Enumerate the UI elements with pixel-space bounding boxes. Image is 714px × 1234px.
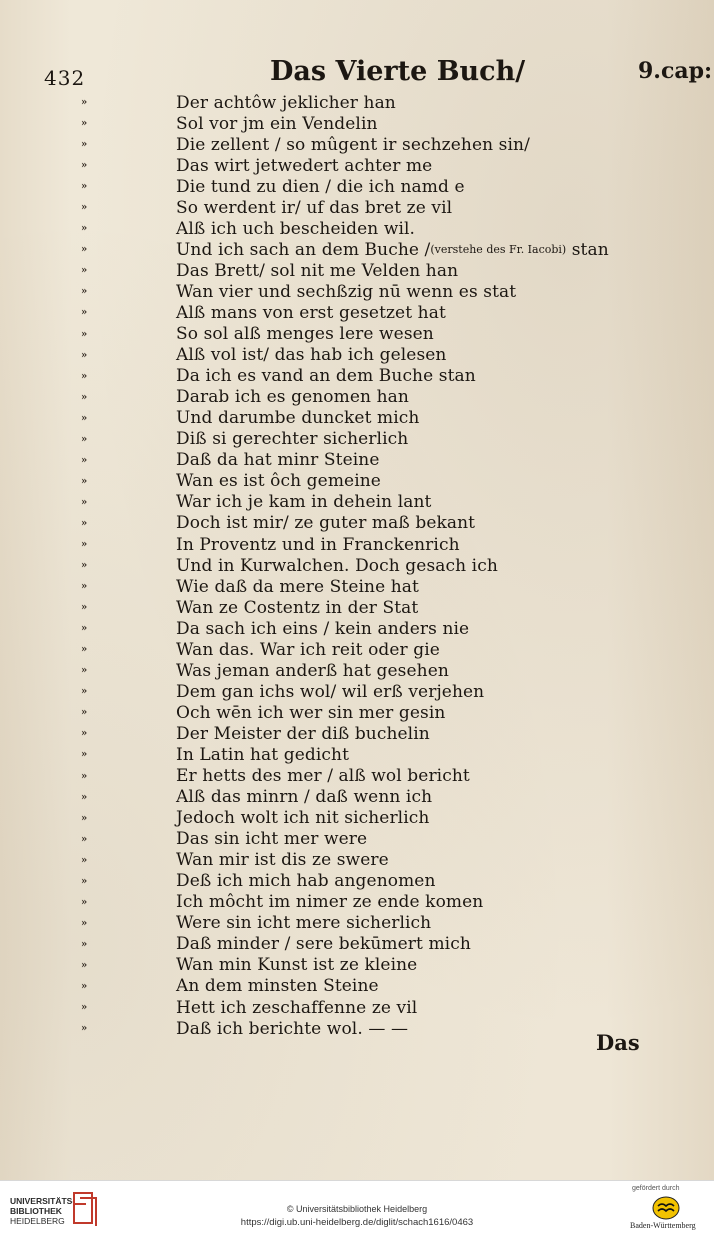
quotation-mark: » <box>81 139 88 151</box>
verse-line <box>76 429 696 450</box>
verse-line <box>76 808 696 829</box>
verse-line <box>76 871 696 892</box>
quotation-mark: » <box>81 160 88 172</box>
quotation-mark: » <box>81 539 88 550</box>
verse-line <box>76 555 696 576</box>
verse-line <box>76 913 696 934</box>
verse-line <box>76 239 696 260</box>
verse-text: Daß da hat minr Steine <box>176 450 380 471</box>
verse-line <box>76 850 696 871</box>
verse-text: Wan min Kunst ist ze kleine <box>176 955 418 976</box>
verse-text: Darab ich es genomen han <box>176 387 409 408</box>
verse-annotation: (verstehe des Fr. Iacobi) <box>430 243 567 257</box>
verse-text: Und darumbe duncket mich <box>176 408 420 429</box>
library-name-line: BIBLIOTHEK <box>10 1206 62 1216</box>
quotation-mark: » <box>81 328 88 340</box>
verse-line <box>76 702 696 723</box>
verse-line <box>76 829 696 850</box>
verse-text: Wan das. War ich reit oder gie <box>176 639 440 660</box>
verse-text: Doch ist mir/ ze guter maß bekant <box>176 513 476 534</box>
verse-text: Jedoch wolt ich nit sicherlich <box>176 808 430 829</box>
verse-text: Das wirt jetwedert achter me <box>176 155 433 176</box>
quotation-mark: » <box>81 854 88 866</box>
quotation-mark: » <box>81 118 88 130</box>
quotation-mark: » <box>81 517 88 529</box>
verse-text: Och wēn ich wer sin mer gesin <box>176 702 446 723</box>
verse-text: Alß das minrn / daß wenn ich <box>176 787 433 808</box>
verse-line <box>76 345 696 366</box>
funded-by-label: gefördert durch <box>632 1185 680 1192</box>
verse-text: Were sin icht mere sicherlich <box>176 913 432 934</box>
quotation-mark: » <box>81 917 88 929</box>
verse-line <box>76 618 696 639</box>
verse-line <box>76 324 696 345</box>
quotation-mark: » <box>81 707 88 719</box>
chapter-label: 9.cap: <box>638 58 713 84</box>
quotation-mark: » <box>81 581 88 593</box>
quotation-mark: » <box>81 644 88 656</box>
quotation-mark: » <box>81 560 88 572</box>
verse-line <box>76 408 696 429</box>
verse-line <box>76 134 696 155</box>
verse-text: Diß si gerechter sicherlich <box>176 429 409 450</box>
quotation-mark: » <box>81 412 88 424</box>
verse-line <box>76 155 696 176</box>
verse-line <box>76 260 696 281</box>
verse-line <box>76 766 696 787</box>
verse-text: Alß mans von erst gesetzet hat <box>176 302 446 323</box>
quotation-mark: » <box>81 980 88 992</box>
verse-text: Die tund zu dien / die ich namd e <box>176 176 465 197</box>
quotation-mark: » <box>81 433 88 445</box>
verse-text: Wan mir ist dis ze swere <box>176 850 389 871</box>
library-name-line: UNIVERSITÄTS- <box>10 1196 76 1206</box>
quotation-mark: » <box>81 244 88 256</box>
verse-line <box>76 681 696 702</box>
verse-line <box>76 92 696 113</box>
verse-text: Und ich sach an dem Buche / <box>176 239 431 260</box>
verse-lines <box>76 92 696 1039</box>
quotation-mark: » <box>81 938 88 950</box>
verse-line <box>76 660 696 681</box>
verse-line <box>76 997 696 1018</box>
verse-text: Der achtôw jeklicher han <box>176 92 396 113</box>
verse-text: Wan vier und sechßzig nū wenn es stat <box>176 281 517 302</box>
verse-text: Wan es ist ôch gemeine <box>176 471 381 492</box>
verse-line <box>76 787 696 808</box>
verse-text: Dem gan ichs wol/ wil erß verjehen <box>176 681 485 702</box>
verse-text: Die zellent / so mûgent ir sechzehen sin/ <box>176 134 530 155</box>
verse-text: Da sach ich eins / kein anders nie <box>176 618 470 639</box>
quotation-mark: » <box>81 812 88 824</box>
quotation-mark: » <box>81 1002 88 1014</box>
verse-line <box>76 576 696 597</box>
state-coat-of-arms-icon <box>651 1196 681 1220</box>
verse-line <box>76 955 696 976</box>
verse-line <box>76 892 696 913</box>
catchword: Das <box>596 1030 640 1055</box>
verse-line <box>76 723 696 744</box>
verse-text-tail: stan <box>566 239 609 260</box>
verse-line <box>76 218 696 239</box>
verse-text: In Proventz und in Franckenrich <box>176 534 460 555</box>
verse-line <box>76 366 696 387</box>
quotation-mark: » <box>81 770 88 782</box>
verse-line <box>76 197 696 218</box>
verse-text: Alß vol ist/ das hab ich gelesen <box>176 345 447 366</box>
quotation-mark: » <box>81 896 88 908</box>
verse-line <box>76 302 696 323</box>
verse-text: Sol vor jm ein Vendelin <box>176 113 378 134</box>
verse-line <box>76 113 696 134</box>
verse-line <box>76 387 696 408</box>
verse-line <box>76 176 696 197</box>
verse-text: An dem minsten Steine <box>176 976 379 997</box>
quotation-mark: » <box>81 496 88 508</box>
quotation-mark: » <box>81 475 88 487</box>
verse-text: War ich je kam in dehein lant <box>176 492 432 513</box>
verse-line <box>76 534 696 555</box>
quotation-mark: » <box>81 391 88 403</box>
verse-line <box>76 513 696 534</box>
quotation-mark: » <box>81 454 88 466</box>
verse-text: Was jeman anderß hat gesehen <box>176 660 449 681</box>
permalink-url[interactable]: https://digi.ub.uni-heidelberg.de/diglit/schach1616/0463 <box>240 1217 474 1228</box>
quotation-mark: » <box>81 286 88 298</box>
verse-text: In Latin hat gedicht <box>176 744 349 765</box>
quotation-mark: » <box>81 791 88 803</box>
quotation-mark: » <box>81 181 88 193</box>
verse-line <box>76 744 696 765</box>
verse-line <box>76 639 696 660</box>
funder-name: Baden-Württemberg <box>630 1221 696 1230</box>
verse-text: Er hetts des mer / alß wol bericht <box>176 766 470 787</box>
quotation-mark: » <box>81 833 88 845</box>
quotation-mark: » <box>81 202 88 214</box>
verse-text: Daß minder / sere bekūmert mich <box>176 934 471 955</box>
verse-line <box>76 471 696 492</box>
quotation-mark: » <box>81 223 88 235</box>
verse-text: Ich môcht im nimer ze ende komen <box>176 892 484 913</box>
verse-text: So werdent ir/ uf das bret ze vil <box>176 197 453 218</box>
verse-line <box>76 450 696 471</box>
quotation-mark: » <box>81 623 88 635</box>
quotation-mark: » <box>81 728 88 740</box>
verse-line <box>76 976 696 997</box>
verse-text: Alß ich uch bescheiden wil. <box>176 218 416 239</box>
quotation-mark: » <box>81 686 88 698</box>
verse-line <box>76 934 696 955</box>
quotation-mark: » <box>81 349 88 361</box>
verse-text: Wie daß da mere Steine hat <box>176 576 419 597</box>
quotation-mark: » <box>81 307 88 319</box>
verse-text: Der Meister der diß buchelin <box>176 723 430 744</box>
verse-text: Hett ich zeschaffenne ze vil <box>176 997 418 1018</box>
verse-line <box>76 492 696 513</box>
verse-text: Das sin icht mer were <box>176 829 368 850</box>
verse-text: Da ich es vand an dem Buche stan <box>176 366 476 387</box>
quotation-mark: » <box>81 1023 88 1035</box>
quotation-mark: » <box>81 97 88 109</box>
quotation-mark: » <box>81 959 88 971</box>
verse-text: So sol alß menges lere wesen <box>176 324 434 345</box>
verse-line <box>76 597 696 618</box>
quotation-mark: » <box>81 265 88 277</box>
copyright-notice: © Universitätsbibliothek Heidelberg <box>286 1204 428 1214</box>
quotation-mark: » <box>81 602 88 614</box>
verse-text: Wan ze Costentz in der Stat <box>176 597 419 618</box>
running-title: Das Vierte Buch/ <box>270 56 526 87</box>
verse-text: Daß ich berichte wol. — — <box>176 1018 409 1039</box>
verse-line <box>76 281 696 302</box>
quotation-mark: » <box>81 875 88 887</box>
verse-text: Und in Kurwalchen. Doch gesach ich <box>176 555 498 576</box>
verse-text: Deß ich mich hab angenomen <box>176 871 436 892</box>
page-number: 432 <box>44 66 86 90</box>
quotation-mark: » <box>81 665 88 677</box>
quotation-mark: » <box>81 749 88 761</box>
footer-bar <box>0 1180 714 1234</box>
quotation-mark: » <box>81 370 88 382</box>
library-name-line: HEIDELBERG <box>10 1216 65 1226</box>
verse-text: Das Brett/ sol nit me Velden han <box>176 260 459 281</box>
